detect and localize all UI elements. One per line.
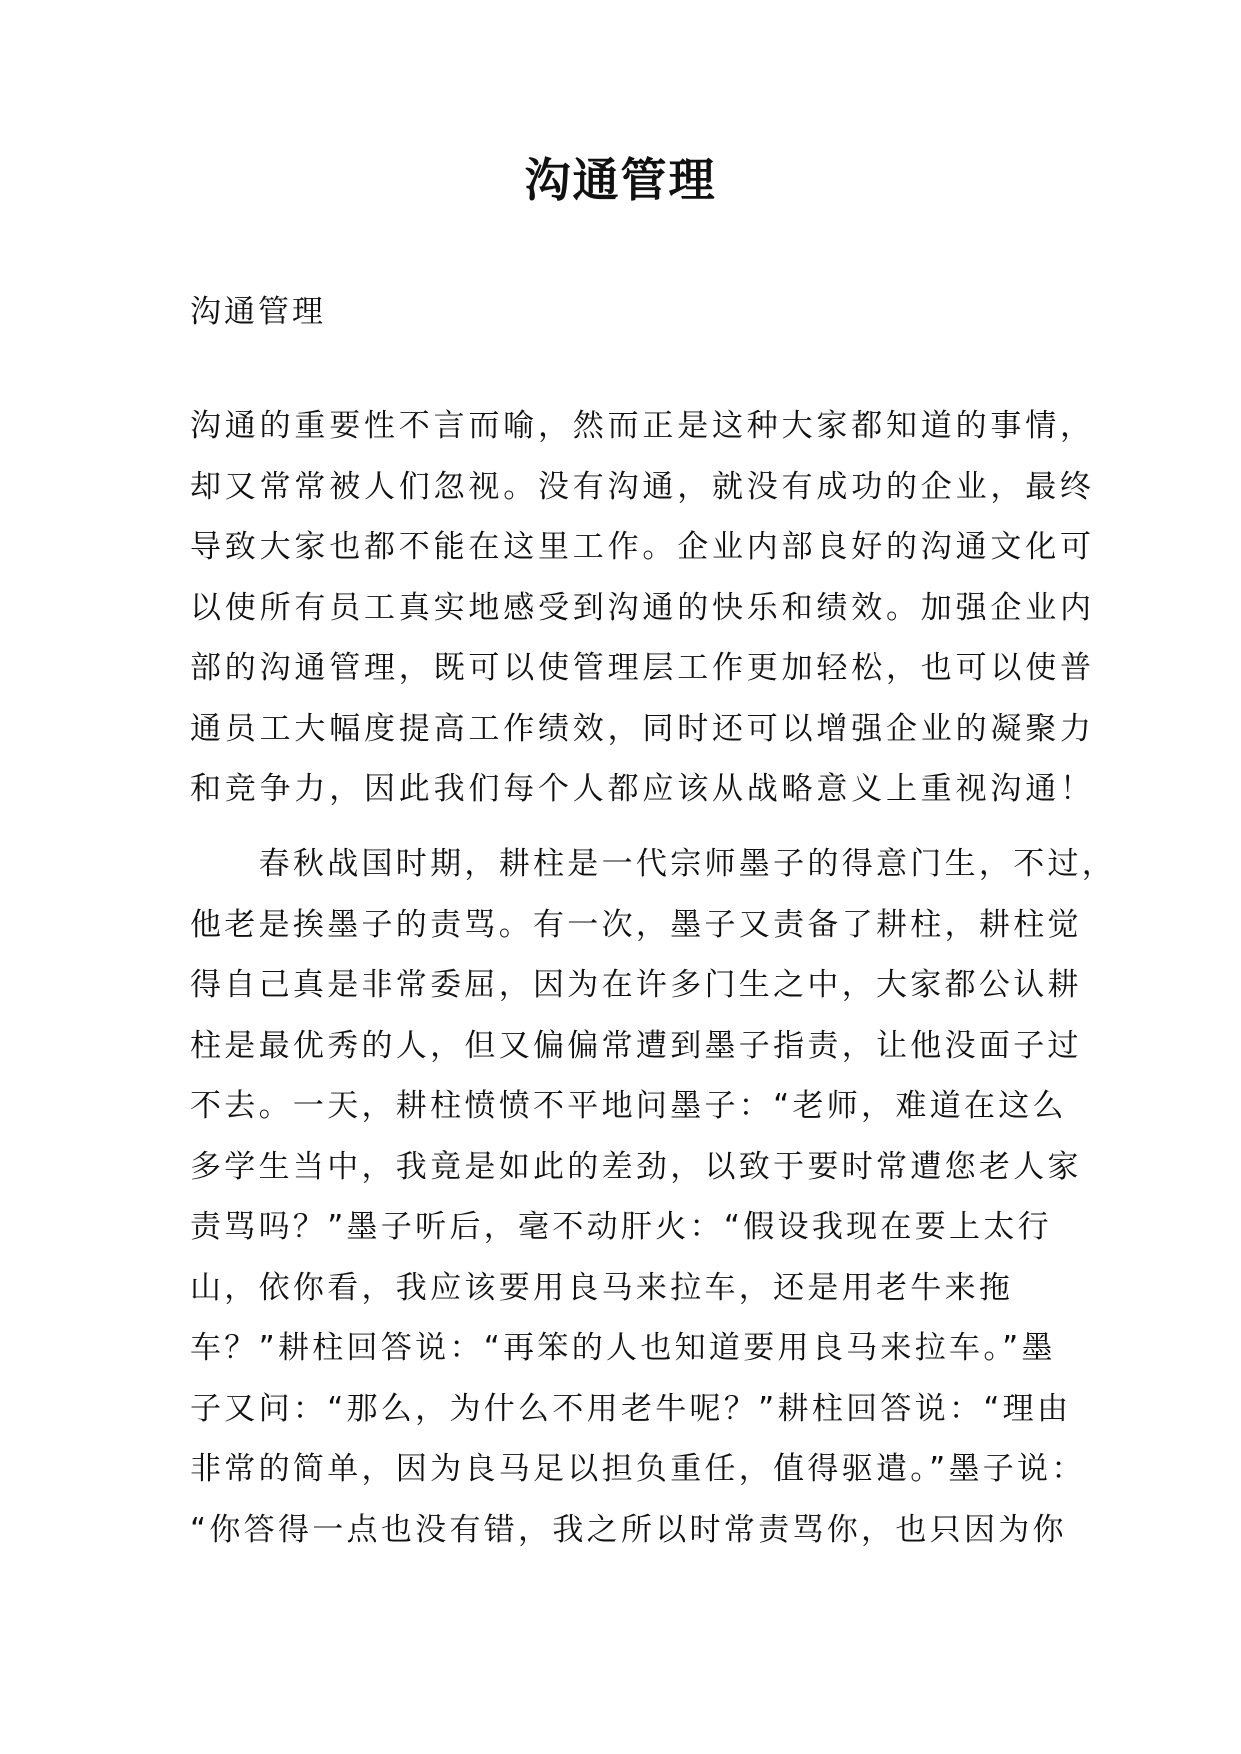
document-subtitle: 沟通管理 (190, 294, 326, 330)
paragraph-line: 部的沟通管理，既可以使管理层工作更加轻松，也可以使普 (190, 650, 1095, 686)
paragraph-line: 柱是最优秀的人，但又偏偏常遭到墨子指责，让他没面子过 (190, 1027, 1082, 1064)
paragraph-line: 多学生当中，我竟是如此的差劲，以致于要时常遭您老人家 (190, 1148, 1082, 1185)
paragraph-line: 通员工大幅度提高工作绩效，同时还可以增强企业的凝聚力 (190, 710, 1095, 747)
paragraph-line: 导致大家也都不能在这里工作。企业内部良好的沟通文化可 (190, 529, 1095, 565)
paragraph-line: 和竞争力，因此我们每个人都应该从战略意义上重视沟通！ (190, 771, 1095, 807)
document-title: 沟通管理 (524, 153, 717, 207)
paragraph-line: 山，依你看，我应该要用良马来拉车，还是用老牛来拖 (190, 1269, 1014, 1306)
paragraph-line: 以使所有员工真实地感受到沟通的快乐和绩效。加强企业内 (190, 589, 1095, 626)
paragraph-intro (190, 406, 1095, 830)
paragraph-line: 得自己真是非常委屈，因为在许多门生之中，大家都公认耕 (190, 967, 1082, 1003)
paragraph-line: 非常的简单，因为良马足以担负重任，值得驱遣。”墨子说： (190, 1451, 1086, 1487)
paragraph-line: 责骂吗？”墨子听后，毫不动肝火：“假设我现在要上太行 (190, 1209, 1052, 1245)
paragraph-line: 却又常常被人们忽视。没有沟通，就没有成功的企业，最终 (190, 468, 1095, 505)
paragraph-line: 他老是挨墨子的责骂。有一次，墨子又责备了耕柱，耕柱觉 (190, 906, 1082, 943)
paragraph-line: “你答得一点也没有错，我之所以时常责骂你，也只因为你 (190, 1511, 1067, 1548)
paragraph-line: 春秋战国时期，耕柱是一代宗师墨子的得意门生，不过， (190, 846, 1117, 882)
paragraph-story (190, 844, 1117, 1570)
paragraph-line: 沟通的重要性不言而喻，然而正是这种大家都知道的事情， (190, 408, 1095, 444)
paragraph-line: 子又问：“那么，为什么不用老牛呢？”耕柱回答说：“理由 (190, 1390, 1072, 1427)
paragraph-line: 不去。一天，耕柱愤愤不平地问墨子：“老师，难道在这么 (190, 1088, 1067, 1124)
paragraph-line: 车？”耕柱回答说：“再笨的人也知道要用良马来拉车。”墨 (190, 1330, 1056, 1366)
